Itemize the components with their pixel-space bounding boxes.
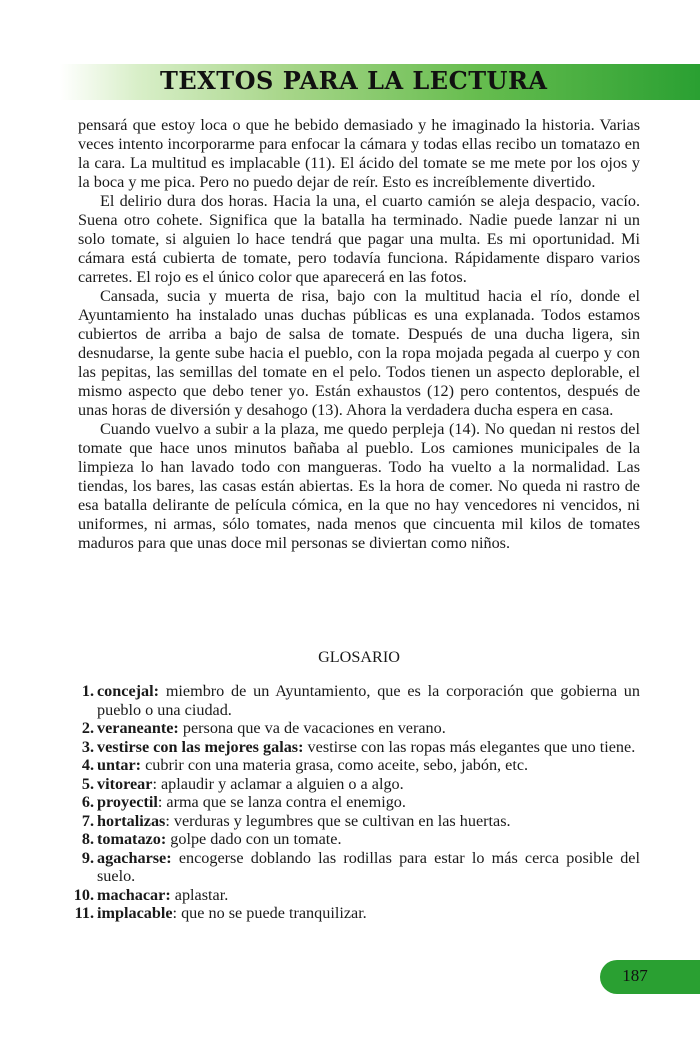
glossary-term: tomatazo:: [97, 830, 167, 848]
glossary-number: 4.: [81, 756, 94, 774]
glossary-definition: vestirse con las ropas más elegantes que uno tiene.: [303, 737, 636, 756]
glossary-definition: : verduras y legumbres que se cultivan en las huertas.: [165, 811, 511, 830]
glossary-number: 3.: [81, 737, 94, 756]
glossary-item: [78, 775, 640, 794]
glossary-number: 10.: [73, 885, 94, 904]
glossary-definition: encogerse doblando las rodillas para estar lo más cerca posible del suelo.: [97, 848, 640, 885]
glossary-title: GLOSARIO: [318, 648, 400, 666]
glossary-item: [78, 849, 640, 886]
glossary-number: 1.: [81, 682, 94, 700]
glossary-term: veraneante:: [97, 719, 179, 737]
page-number: 187: [622, 966, 648, 985]
paragraph: Cansada, sucia y muerta de risa, bajo con la multitud hacia el río, donde el Ayuntamiento ha instalado unas duchas públicas es una explanada. Todos estamos cubiertos de arriba a bajo de salsa de tomate. Después de una ducha ligera, sin desnudarse, la gente sube hacia el pueblo, con la ropa mojada pegada al cuerpo y con las pepitas, las semillas del tomate en el pelo. Todos tienen un aspecto deplorable, el mismo aspecto que debo tener yo. Están exhaustos (12) pero contentos, después de unas horas de diversión y desahogo (13). Ahora la verdadera ducha espera en casa.: [78, 287, 640, 419]
paragraph: El delirio dura dos horas. Hacia la una, el cuarto camión se aleja despacio, vacío. Suena otro cohete. Significa que la batalla ha terminado. Nadie puede lanzar ni un solo tomate, si alguien lo hace tendrá que pagar una multa. Es mi oportunidad. Mi cámara está cubierta de tomate, pero todavía funciona. Rápidamente disparo varios carretes. El rojo es el único color que aparecerá en las fotos.: [78, 192, 640, 286]
glossary-number: 6.: [81, 793, 94, 811]
glossary-definition: golpe dado con un tomate.: [166, 830, 342, 848]
glossary-definition: miembro de un Ayuntamiento, que es la corporación que gobierna un pueblo o una ciudad.: [97, 682, 640, 719]
glossary-number: 2.: [81, 719, 94, 737]
glossary-list: [73, 682, 640, 923]
glossary-term: concejal:: [97, 682, 160, 700]
glossary-term: implacable: [97, 904, 173, 922]
glossary-item: [78, 812, 640, 831]
glossary-item: [78, 793, 640, 812]
glossary-item: [74, 904, 640, 923]
glossary-item: [73, 885, 640, 905]
glossary-definition: cubrir con una materia grasa, como aceite, sebo, jabón, etc.: [141, 756, 529, 774]
glossary-item: [78, 738, 640, 757]
glossary-number: 11.: [74, 904, 94, 922]
paragraph: pensará que estoy loca o que he bebido demasiado y he imaginado la historia. Varias veces intento incorporarme para enfocar la cámara y todas ellas recibo un tomatazo en la cara. La multitud es implacable (11). El ácido del tomate se me mete por los ojos y la boca y me pica. Pero no puedo dejar de reír. Esto es increíblemente divertido.: [78, 116, 640, 191]
glossary-item: [78, 830, 640, 849]
glossary-number: 7.: [81, 811, 94, 830]
glossary-definition: : aplaudir y aclamar a alguien o a algo.: [152, 774, 404, 793]
glossary-term: vestirse con las mejores galas:: [97, 737, 304, 756]
glossary-definition: aplastar.: [170, 885, 229, 904]
glossary-term: machacar:: [97, 885, 171, 904]
reading-text: [78, 116, 640, 553]
glossary-definition: : que no se puede tranquilizar.: [172, 904, 367, 922]
glossary-item: [78, 719, 640, 738]
glossary-number: 8.: [81, 830, 94, 848]
glossary-term: untar:: [97, 756, 142, 774]
glossary-term: vitorear: [97, 774, 153, 793]
glossary-term: proyectil: [97, 793, 158, 811]
glossary-definition: persona que va de vacaciones en verano.: [178, 719, 446, 737]
paragraph: Cuando vuelvo a subir a la plaza, me quedo perpleja (14). No quedan ni restos del tomate que hace unos minutos bañaba al pueblo. Los camiones municipales de la limpieza lo han lavado todo con mangueras. Todo ha vuelto a la normalidad. Las tiendas, los bares, las casas están abiertas. Es la hora de comer. No queda ni rastro de esa batalla delirante de película cómica, en la que no hay vencedores ni vencidos, ni uniformes, ni armas, sólo tomates, nada menos que cincuenta mil kilos de tomates maduros para que unas doce mil personas se diviertan como niños.: [78, 420, 640, 552]
glossary-item: [78, 756, 640, 775]
glossary-term: hortalizas: [97, 811, 166, 830]
glossary-number: 5.: [81, 774, 94, 793]
glossary-term: agacharse:: [97, 848, 172, 867]
glossary-number: 9.: [81, 848, 94, 867]
page-title: TEXTOS PARA LA LECTURA: [160, 66, 548, 95]
glossary-definition: : arma que se lanza contra el enemigo.: [157, 793, 406, 811]
glossary-item: [78, 682, 640, 719]
